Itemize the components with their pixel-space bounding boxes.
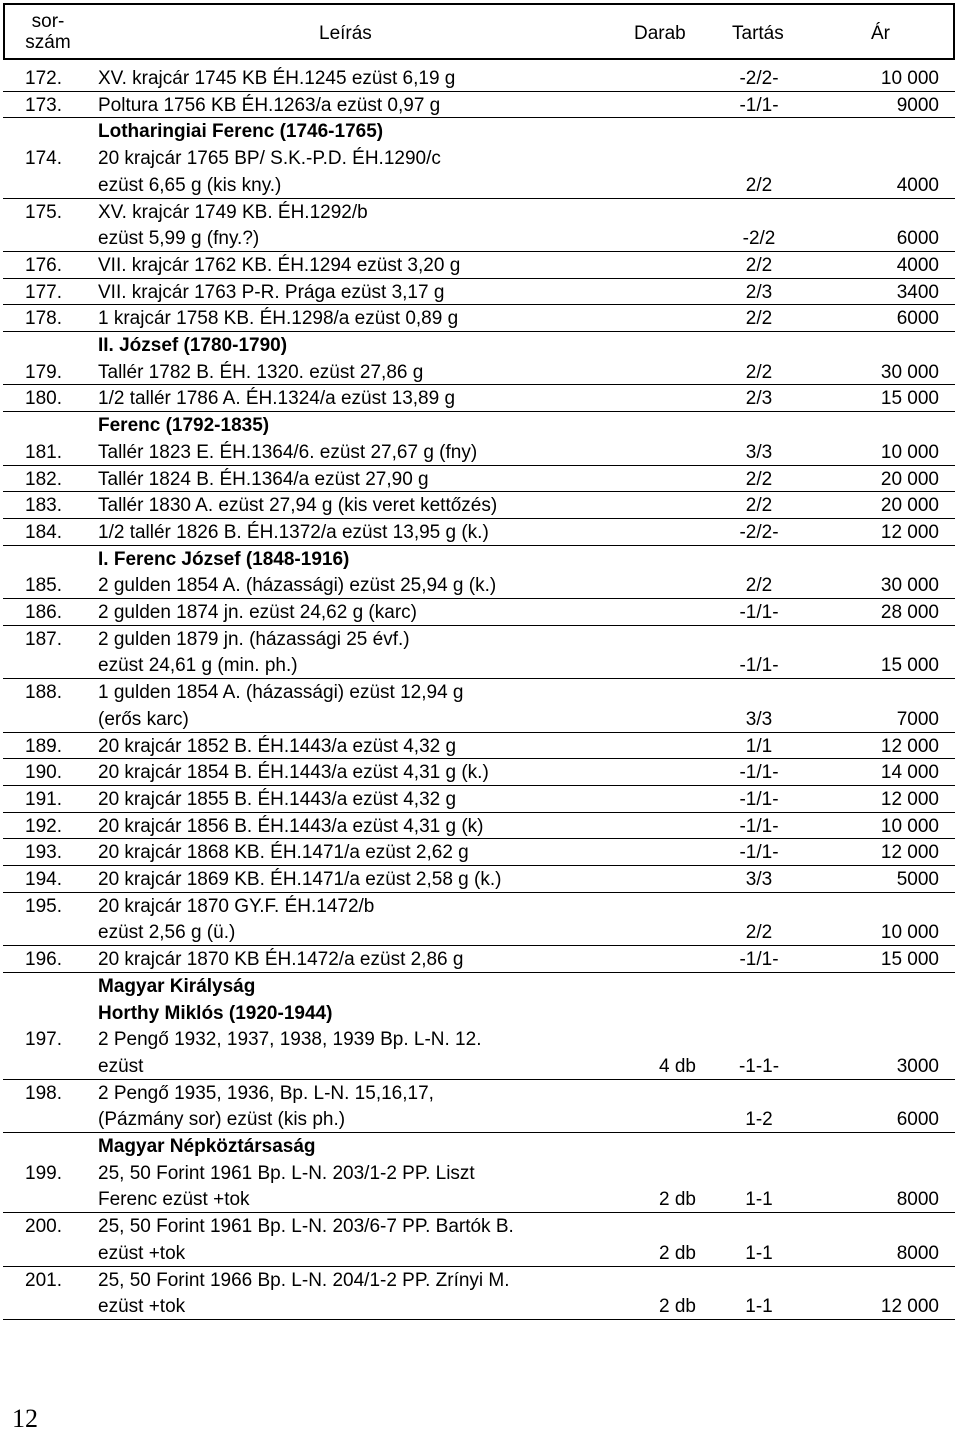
- item-number: 195.: [25, 895, 62, 917]
- item-price: 3000: [896, 1055, 939, 1077]
- item-condition: -1/1-: [739, 655, 779, 677]
- item-description: 20 krajcár 1869 KB. ÉH.1471/a ezüst 2,58 g (k.): [98, 869, 502, 890]
- item-description: 20 krajcár 1765 BP/ S.K.-P.D. ÉH.1290/c: [98, 148, 441, 170]
- item-number: 188.: [25, 682, 62, 704]
- item-number: 184.: [25, 521, 62, 543]
- item-number: 201.: [25, 1269, 62, 1291]
- item-price: 6000: [896, 1109, 939, 1131]
- item-price: 15 000: [880, 388, 939, 410]
- item-condition: -1-1-: [738, 1055, 780, 1077]
- item-description: Tallér 1824 B. ÉH.1364/a ezüst 27,90 g: [98, 468, 429, 490]
- item-description: XV. krajcár 1749 KB. ÉH.1292/b: [98, 201, 368, 223]
- row-divider: [3, 384, 955, 385]
- item-number: 189.: [25, 735, 62, 757]
- header-leiras: Leírás: [319, 23, 372, 44]
- item-condition: -2/2-: [739, 521, 779, 543]
- item-description: 25, 50 Forint 1961 Bp. L-N. 203/1-2 PP. Liszt: [98, 1162, 475, 1184]
- item-price: 7000: [896, 708, 939, 730]
- item-condition: 2/2: [745, 174, 773, 196]
- item-number: 200.: [25, 1216, 62, 1238]
- item-price: 10 000: [880, 441, 939, 463]
- section-heading: Magyar Népköztársaság: [98, 1136, 316, 1157]
- item-quantity: 2 db: [659, 1296, 696, 1318]
- item-description: 20 krajcár 1856 B. ÉH.1443/a ezüst 4,31 g (k): [98, 815, 484, 837]
- item-description: 2 gulden 1854 A. (házassági) ezüst 25,94 g (k.): [98, 575, 497, 597]
- row-divider: [3, 972, 955, 973]
- item-description: 25, 50 Forint 1961 Bp. L-N. 203/6-7 PP. Bartók B.: [98, 1216, 514, 1238]
- item-description: (erős karc): [98, 708, 189, 730]
- item-number: 181.: [25, 441, 62, 463]
- section-heading: I. Ferenc József (1848-1916): [98, 548, 350, 570]
- item-condition: 2/3: [745, 388, 773, 410]
- row-divider: [3, 892, 955, 893]
- item-number: 179.: [25, 361, 62, 383]
- item-description: XV. krajcár 1745 KB ÉH.1245 ezüst 6,19 g: [98, 68, 456, 89]
- item-number: 192.: [25, 815, 62, 837]
- item-price: 3400: [896, 281, 939, 303]
- item-condition: 1/1: [745, 735, 773, 757]
- item-number: 180.: [25, 388, 62, 410]
- item-condition: 1-1: [745, 1296, 773, 1318]
- item-description: 20 krajcár 1868 KB. ÉH.1471/a ezüst 2,62 g: [98, 842, 469, 864]
- item-description: ezüst 5,99 g (fny.?): [98, 228, 260, 250]
- item-price: 14 000: [880, 762, 939, 784]
- item-description: 2 Pengő 1932, 1937, 1938, 1939 Bp. L-N. 12.: [98, 1029, 482, 1051]
- row-divider: [3, 91, 955, 92]
- item-number: 191.: [25, 788, 62, 810]
- row-divider: [3, 518, 955, 519]
- item-condition: -1/1-: [739, 949, 779, 971]
- item-description: ezüst 6,65 g (kis kny.): [98, 174, 282, 196]
- item-price: 20 000: [880, 495, 939, 517]
- item-description: (Pázmány sor) ezüst (kis ph.): [98, 1109, 346, 1131]
- item-condition: 3/3: [745, 708, 773, 730]
- item-description: 1/2 tallér 1786 A. ÉH.1324/a ezüst 13,89 g: [98, 388, 456, 410]
- row-divider: [3, 251, 955, 252]
- row-divider: [3, 838, 955, 839]
- item-description: 1/2 tallér 1826 B. ÉH.1372/a ezüst 13,95 g (k.): [98, 521, 489, 543]
- item-condition: -1/1-: [739, 762, 779, 784]
- item-number: 175.: [25, 201, 62, 223]
- section-heading: II. József (1780-1790): [98, 335, 288, 356]
- item-description: ezüst 2,56 g (ü.): [98, 922, 236, 944]
- item-price: 10 000: [880, 922, 939, 944]
- item-number: 194.: [25, 869, 62, 890]
- item-condition: 2/2: [745, 361, 773, 383]
- row-divider: [3, 865, 955, 866]
- item-condition: -2/2: [742, 228, 776, 250]
- item-quantity: 4 db: [659, 1055, 696, 1077]
- item-condition: 1-2: [745, 1109, 773, 1131]
- item-number: 193.: [25, 842, 62, 864]
- item-description: 25, 50 Forint 1966 Bp. L-N. 204/1-2 PP. Zrínyi M.: [98, 1269, 510, 1291]
- item-description: 20 krajcár 1870 GY.F. ÉH.1472/b: [98, 895, 375, 917]
- row-divider: [3, 198, 955, 199]
- item-price: 20 000: [880, 468, 939, 490]
- item-price: 4000: [896, 174, 939, 196]
- item-price: 10 000: [880, 68, 939, 89]
- row-divider: [3, 678, 955, 679]
- item-description: Tallér 1782 B. ÉH. 1320. ezüst 27,86 g: [98, 361, 424, 383]
- item-description: 2 gulden 1879 jn. (házassági 25 évf.): [98, 628, 410, 650]
- item-price: 8000: [896, 1189, 939, 1211]
- section-heading: Magyar Királyság: [98, 975, 256, 997]
- section-heading: Ferenc (1792-1835): [98, 415, 270, 437]
- table-header: [3, 3, 955, 60]
- item-condition: -1/1-: [739, 602, 779, 623]
- item-condition: 2/2: [745, 495, 773, 517]
- item-condition: 2/2: [745, 308, 773, 330]
- row-divider: [3, 278, 955, 279]
- section-heading: Horthy Miklós (1920-1944): [98, 1002, 333, 1024]
- header-ar: Ár: [871, 23, 890, 44]
- row-divider: [3, 625, 955, 626]
- item-number: 183.: [25, 495, 62, 517]
- row-divider: [3, 812, 955, 813]
- item-number: 185.: [25, 575, 62, 597]
- item-description: VII. krajcár 1762 KB. ÉH.1294 ezüst 3,20 g: [98, 254, 461, 276]
- item-price: 4000: [896, 254, 939, 276]
- row-divider: [3, 304, 955, 305]
- item-description: 1 krajcár 1758 KB. ÉH.1298/a ezüst 0,89 g: [98, 308, 459, 330]
- item-condition: -1/1-: [739, 94, 779, 116]
- row-divider: [3, 491, 955, 492]
- row-divider: [3, 945, 955, 946]
- item-description: ezüst 24,61 g (min. ph.): [98, 655, 298, 677]
- item-number: 197.: [25, 1029, 62, 1051]
- item-description: Tallér 1830 A. ezüst 27,94 g (kis veret kettőzés): [98, 495, 498, 517]
- item-condition: -1/1-: [739, 815, 779, 837]
- item-description: Ferenc ezüst +tok: [98, 1189, 250, 1211]
- item-description: ezüst: [98, 1055, 144, 1077]
- item-number: 177.: [25, 281, 62, 303]
- item-number: 178.: [25, 308, 62, 330]
- item-number: 173.: [25, 94, 62, 116]
- item-number: 186.: [25, 602, 62, 623]
- item-description: VII. krajcár 1763 P-R. Prága ezüst 3,17 g: [98, 281, 445, 303]
- item-price: 28 000: [880, 602, 939, 623]
- item-condition: 1-1: [745, 1242, 773, 1264]
- item-price: 30 000: [880, 361, 939, 383]
- item-price: 15 000: [880, 949, 939, 971]
- item-price: 12 000: [880, 842, 939, 864]
- row-divider: [3, 1212, 955, 1213]
- item-number: 199.: [25, 1162, 62, 1184]
- item-price: 8000: [896, 1242, 939, 1264]
- item-number: 190.: [25, 762, 62, 784]
- item-price: 5000: [896, 869, 939, 890]
- item-number: 182.: [25, 468, 62, 490]
- item-description: 2 Pengő 1935, 1936, Bp. L-N. 15,16,17,: [98, 1082, 434, 1104]
- row-divider: [3, 598, 955, 599]
- item-price: 6000: [896, 308, 939, 330]
- item-price: 12 000: [880, 1296, 939, 1318]
- item-price: 10 000: [880, 815, 939, 837]
- item-description: Tallér 1823 E. ÉH.1364/6. ezüst 27,67 g (fny): [98, 441, 478, 463]
- row-divider: [3, 1319, 955, 1320]
- item-description: 20 krajcár 1852 B. ÉH.1443/a ezüst 4,32 g: [98, 735, 457, 757]
- item-condition: 2/2: [745, 254, 773, 276]
- item-condition: 1-1: [745, 1189, 773, 1211]
- item-description: ezüst +tok: [98, 1296, 186, 1318]
- item-condition: 2/3: [745, 281, 773, 303]
- item-number: 172.: [25, 68, 62, 89]
- row-divider: [3, 758, 955, 759]
- row-divider: [3, 1079, 955, 1080]
- item-description: Poltura 1756 KB ÉH.1263/a ezüst 0,97 g: [98, 94, 441, 116]
- item-number: 176.: [25, 254, 62, 276]
- section-heading: Lotharingiai Ferenc (1746-1765): [98, 121, 384, 143]
- item-description: 1 gulden 1854 A. (házassági) ezüst 12,94 g: [98, 682, 464, 704]
- item-condition: 3/3: [745, 869, 773, 890]
- item-quantity: 2 db: [659, 1189, 696, 1211]
- item-number: 198.: [25, 1082, 62, 1104]
- item-description: ezüst +tok: [98, 1242, 186, 1264]
- item-condition: -1/1-: [739, 788, 779, 810]
- item-description: 2 gulden 1874 jn. ezüst 24,62 g (karc): [98, 602, 417, 623]
- row-divider: [3, 411, 955, 412]
- item-condition: -1/1-: [739, 842, 779, 864]
- item-condition: 3/3: [745, 441, 773, 463]
- item-price: 15 000: [880, 655, 939, 677]
- item-description: 20 krajcár 1870 KB ÉH.1472/a ezüst 2,86 g: [98, 949, 464, 971]
- row-divider: [3, 1132, 955, 1133]
- page-number: 12: [12, 1404, 38, 1433]
- row-divider: [3, 331, 955, 332]
- item-number: 196.: [25, 949, 62, 971]
- row-divider: [3, 1266, 955, 1267]
- item-price: 30 000: [880, 575, 939, 597]
- item-number: 174.: [25, 148, 62, 170]
- item-quantity: 2 db: [659, 1242, 696, 1264]
- item-condition: 2/2: [745, 468, 773, 490]
- header-tartas: Tartás: [732, 23, 784, 44]
- item-price: 12 000: [880, 735, 939, 757]
- item-price: 12 000: [880, 521, 939, 543]
- item-price: 12 000: [880, 788, 939, 810]
- row-divider: [3, 117, 955, 118]
- row-divider: [3, 785, 955, 786]
- item-condition: 2/2: [745, 575, 773, 597]
- header-sorszam: sor- szám: [25, 11, 71, 53]
- item-description: 20 krajcár 1854 B. ÉH.1443/a ezüst 4,31 g (k.): [98, 762, 489, 784]
- row-divider: [3, 732, 955, 733]
- item-number: 187.: [25, 628, 62, 650]
- row-divider: [3, 465, 955, 466]
- header-darab: Darab: [634, 23, 686, 44]
- row-divider: [3, 545, 955, 546]
- item-price: 6000: [896, 228, 939, 250]
- item-description: 20 krajcár 1855 B. ÉH.1443/a ezüst 4,32 g: [98, 788, 457, 810]
- item-price: 9000: [896, 94, 939, 116]
- item-condition: 2/2: [745, 922, 773, 944]
- item-condition: -2/2-: [739, 68, 779, 89]
